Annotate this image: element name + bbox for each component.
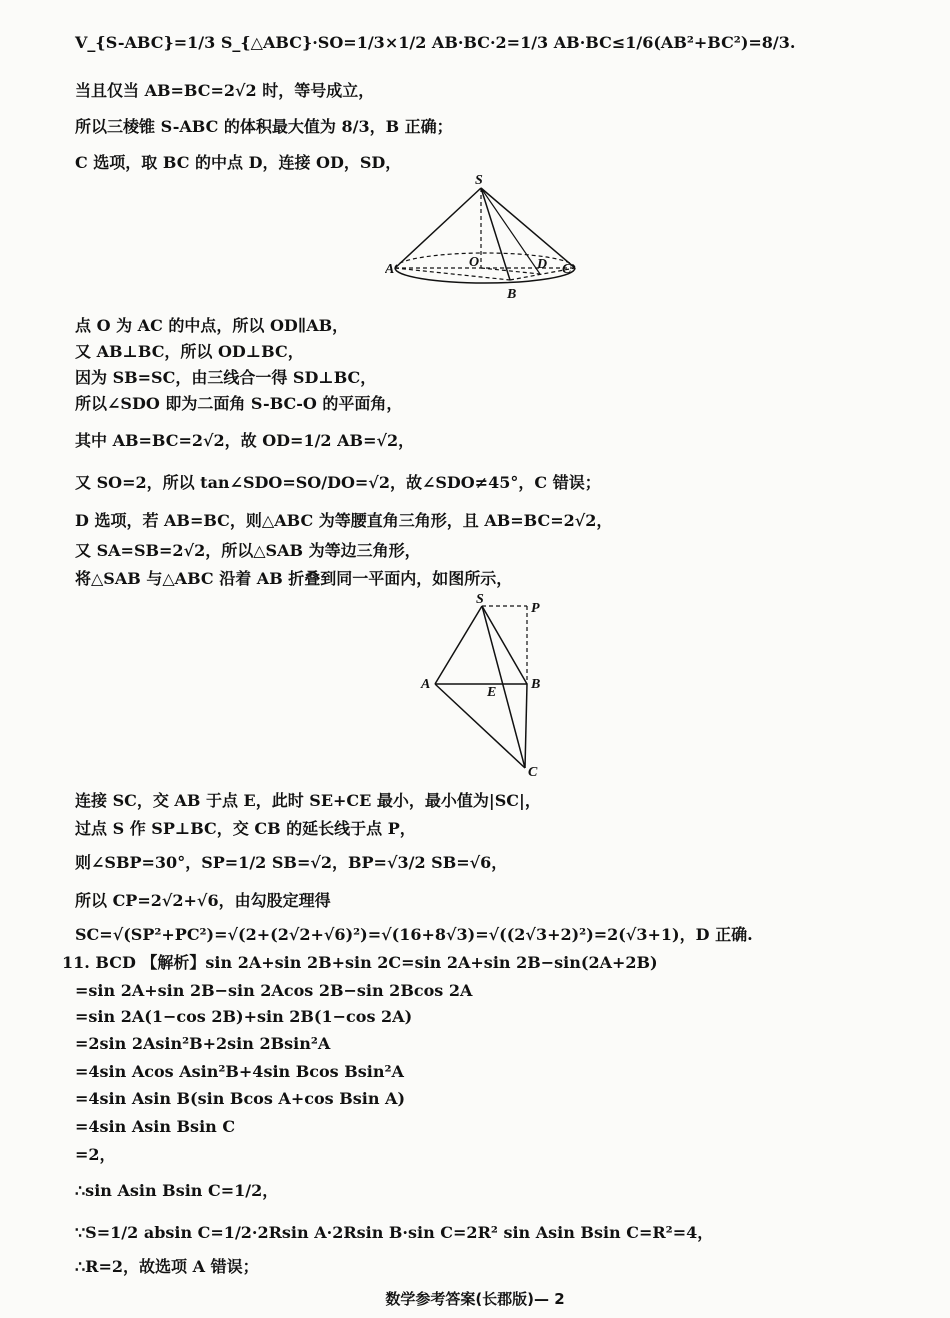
fig1-label-c: C xyxy=(562,262,572,277)
text-line: 连接 SC，交 AB 于点 E，此时 SE+CE 最小，最小值为|SC|， xyxy=(75,791,541,810)
text-line: =4sin Acos Asin²B+4sin Bcos Bsin²A xyxy=(75,1062,404,1081)
fig2-label-b: B xyxy=(531,677,541,692)
text-line: 点 O 为 AC 的中点，所以 OD∥AB， xyxy=(75,316,349,335)
text-line: V_{S-ABC}=1/3 S_{△ABC}·SO=1/3×1/2 AB·BC·2=1/3 AB·BC≤1/6(AB²+BC²)=8/3. xyxy=(75,33,796,52)
fig1-label-a: A xyxy=(385,262,395,277)
text-line: C 选项，取 BC 的中点 D，连接 OD，SD， xyxy=(75,153,402,172)
fig1-label-b: B xyxy=(507,287,517,302)
text-line: 其中 AB=BC=2√2，故 OD=1/2 AB=√2， xyxy=(75,431,415,450)
text-line: =sin 2A(1−cos 2B)+sin 2B(1−cos 2A) xyxy=(75,1007,413,1026)
fig1-label-s: S xyxy=(475,173,483,188)
text-line: =sin 2A+sin 2B−sin 2Acos 2B−sin 2Bcos 2A xyxy=(75,981,473,1000)
fig1-label-d: D xyxy=(537,257,548,272)
question-heading: 11. BCD 【解析】sin 2A+sin 2B+sin 2C=sin 2A+sin 2B−sin(2A+2B) xyxy=(62,953,658,972)
fig2-label-c: C xyxy=(528,765,538,780)
fig2-label-a: A xyxy=(421,677,431,692)
cone-figure xyxy=(385,170,585,310)
text-line: 又 SO=2，所以 tan∠SDO=SO/DO=√2，故∠SDO≠45°，C 错误； xyxy=(75,473,601,492)
text-line: 又 AB⊥BC，所以 OD⊥BC， xyxy=(75,342,304,361)
text-line: 将△SAB 与△ABC 沿着 AB 折叠到同一平面内，如图所示， xyxy=(75,569,513,588)
text-line: 又 SA=SB=2√2，所以△SAB 为等边三角形， xyxy=(75,541,421,560)
text-line: 所以∠SDO 即为二面角 S-BC-O 的平面角， xyxy=(75,394,403,413)
text-line: 则∠SBP=30°，SP=1/2 SB=√2，BP=√3/2 SB=√6， xyxy=(75,853,508,872)
text-line: 过点 S 作 SP⊥BC，交 CB 的延长线于点 P， xyxy=(75,819,416,838)
fig2-label-e: E xyxy=(487,685,497,700)
fig1-label-o: O xyxy=(469,255,480,270)
page-footer: 数学参考答案(长郡版)— 2 xyxy=(385,1290,565,1308)
text-line: =2， xyxy=(75,1145,116,1164)
text-line: 所以 CP=2√2+√6，由勾股定理得 xyxy=(75,891,331,910)
fig2-label-p: P xyxy=(531,601,540,616)
text-line: ∴sin Asin Bsin C=1/2， xyxy=(75,1181,279,1200)
text-line: =4sin Asin B(sin Bcos A+cos Bsin A) xyxy=(75,1089,406,1108)
text-line: 当且仅当 AB=BC=2√2 时，等号成立， xyxy=(75,81,375,100)
text-line: 所以三棱锥 S-ABC 的体积最大值为 8/3，B 正确； xyxy=(75,117,453,136)
folded-triangle-figure xyxy=(415,590,555,780)
text-line: SC=√(SP²+PC²)=√(2+(2√2+√6)²)=√(16+8√3)=√((2√3+2)²)=2(√3+1)，D 正确. xyxy=(75,925,753,944)
text-line: ∵S=1/2 absin C=1/2·2Rsin A·2Rsin B·sin C=2R² sin Asin Bsin C=R²=4， xyxy=(75,1223,714,1242)
text-line: =2sin 2Asin²B+2sin 2Bsin²A xyxy=(75,1034,331,1053)
fig2-label-s: S xyxy=(476,592,484,607)
text-line: D 选项，若 AB=BC，则△ABC 为等腰直角三角形，且 AB=BC=2√2， xyxy=(75,511,613,530)
text-line: 因为 SB=SC，由三线合一得 SD⊥BC， xyxy=(75,368,377,387)
text-line: =4sin Asin Bsin C xyxy=(75,1117,236,1136)
text-line: ∴R=2，故选项 A 错误； xyxy=(75,1257,259,1276)
